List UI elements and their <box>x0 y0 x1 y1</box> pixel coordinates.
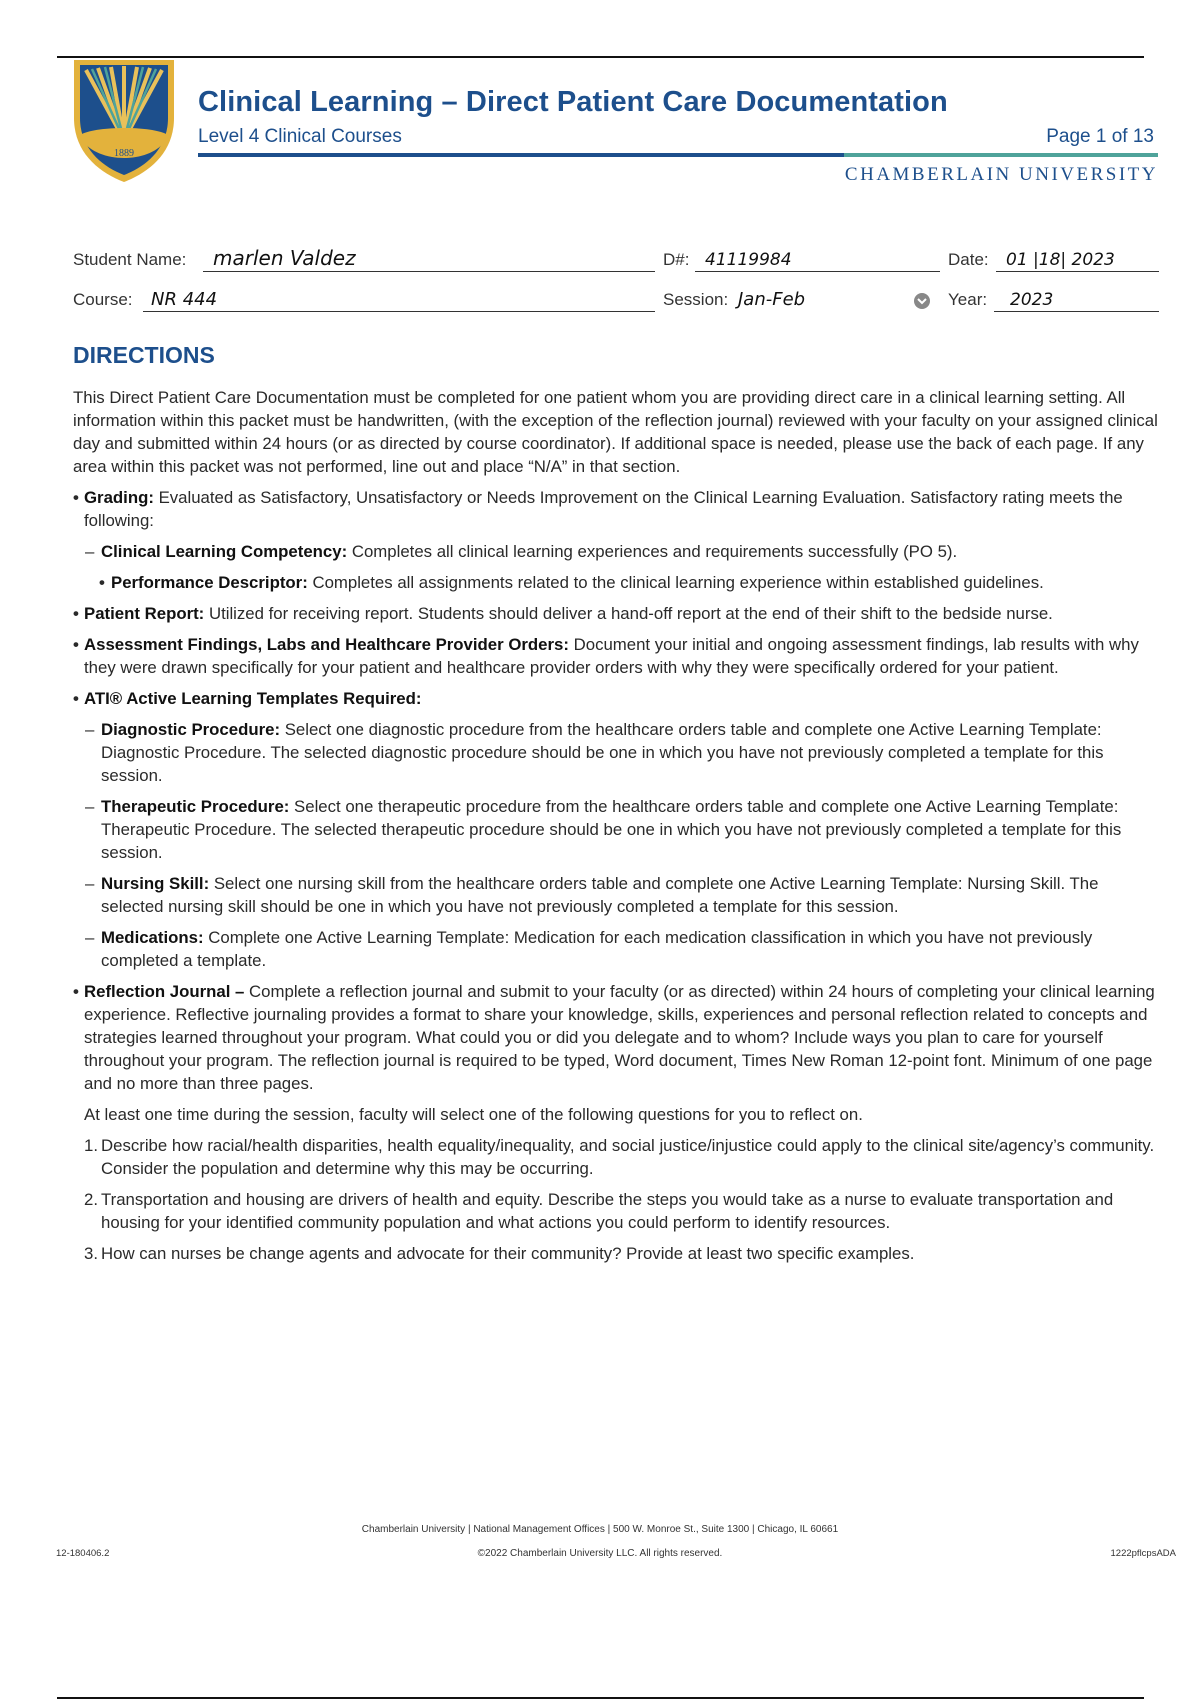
id-value: 41119984 <box>705 250 792 270</box>
ati-subitem-label: Nursing Skill: <box>101 874 210 893</box>
year-line <box>994 311 1159 312</box>
ati-subitem: – Diagnostic Procedure: Select one diagnostic procedure from the healthcare orders table and complete one Active Learning Template: Diagnostic Procedure. The selected diagnostic procedure should be one in which you have not previously completed a template for this session. <box>85 720 1104 785</box>
id-field[interactable] <box>663 248 940 272</box>
logo-year: 1889 <box>114 148 134 159</box>
ati-subitem-text: Select one therapeutic procedure from the healthcare orders table and complete one Active Learning Template: Therapeutic Procedure. The selected therapeutic procedure should be one in which you have not previously completed a template for this session. <box>101 797 1122 862</box>
ati-subitem-label: Diagnostic Procedure: <box>101 720 281 739</box>
reflection-question-text: Transportation and housing are drivers of health and equity. Describe the steps you would take as a nurse to evaluate transportation and housing for your identified community population and what actions you could perform to identify resources. <box>101 1190 1114 1232</box>
reflection-question: 2. Transportation and housing are drivers of health and equity. Describe the steps you would take as a nurse to evaluate transportation and housing for your identified community population and what actions you could perform to identify resources. <box>84 1190 1114 1232</box>
bottom-rule <box>57 1697 1144 1699</box>
chevron-down-icon[interactable] <box>914 293 930 309</box>
reflection-text: Complete a reflection journal and submit to your faculty (or as directed) within 24 hours of completing your clinical learning experience. Reflective journaling provides a format to share your knowledge, skills, experiences and personal reflection related to concepts and strategies learned throughout your program. What could you or did you delegate and to whom? Include ways you plan to care for yourself throughout your program. The reflection journal is required to be typed, Word document, Times New Roman 12-point font. Minimum of one page and no more than three pages. <box>84 982 1155 1093</box>
patient-report-item <box>73 602 1165 625</box>
grading-label: Grading: <box>84 488 154 507</box>
footer-right-code: 1222pflcpsADA <box>1110 1548 1176 1559</box>
assessment-item <box>73 633 1165 679</box>
ati-subitem-text: Select one nursing skill from the healthcare orders table and complete one Active Learning Template: Nursing Skill. The selected nursing skill should be one in which you have not previously completed a template for this session. <box>101 874 1099 916</box>
course-field[interactable] <box>73 288 655 312</box>
top-rule <box>57 56 1144 58</box>
year-field[interactable] <box>948 288 1159 312</box>
reflection-question-text: Describe how racial/health disparities, health equality/inequality, and social justice/injustice could apply to the clinical site/agency’s community. Consider the population and determine why this may be occurring. <box>101 1136 1155 1178</box>
header-rule-blue <box>198 153 844 157</box>
ati-subitem: – Medications: Complete one Active Learning Template: Medication for each medication classification in which you have not previously completed a template. <box>85 928 1093 970</box>
directions-intro: This Direct Patient Care Documentation must be completed for one patient whom you are providing direct care in a clinical learning setting. All information within this packet must be handwritten, (with the exception of the reflection journal) reviewed with your faculty on your assigned clinical day and submitted within 24 hours (or as directed by course coordinator). If additional space is needed, please use the back of each page. If any area within this packet was not performed, line out and place “N/A” in that section. <box>73 388 1158 476</box>
course-label: Course: <box>73 290 133 309</box>
student-name-line <box>203 271 655 272</box>
patient-report-label: Patient Report: <box>84 604 205 623</box>
student-name-field[interactable] <box>73 248 655 272</box>
university-name: CHAMBERLAIN UNIVERSITY <box>844 164 1158 185</box>
date-label: Date: <box>948 250 989 269</box>
session-value: Jan-Feb <box>738 289 806 310</box>
date-field[interactable] <box>948 248 1159 272</box>
year-value: 2023 <box>1010 290 1054 310</box>
page-number: Page 1 of 13 <box>1046 126 1154 147</box>
course-value: NR 444 <box>151 289 218 310</box>
reflection-label: Reflection Journal – <box>84 982 245 1001</box>
ati-subitem-label: Therapeutic Procedure: <box>101 797 290 816</box>
date-value: 01 |18| 2023 <box>1006 250 1115 270</box>
student-name-label: Student Name: <box>73 250 187 269</box>
grading-text: Evaluated as Satisfactory, Unsatisfactory or Needs Improvement on the Clinical Learning Evaluation. Satisfactory rating meets the following: <box>84 488 1123 530</box>
competency-item: – Clinical Learning Competency: Completes all clinical learning experiences and requirements successfully (PO 5). <box>85 542 958 561</box>
session-label: Session: <box>663 290 729 309</box>
footer-left-code: 12-180406.2 <box>56 1548 110 1559</box>
assessment-label: Assessment Findings, Labs and Healthcare Provider Orders: <box>84 635 569 654</box>
ati-subitem-label: Medications: <box>101 928 204 947</box>
header-rule-teal <box>844 153 1158 157</box>
course-line <box>143 311 655 312</box>
descriptor-label: Performance Descriptor: <box>111 573 308 592</box>
session-select[interactable] <box>663 288 940 312</box>
ati-subitem: – Nursing Skill: Select one nursing skill from the healthcare orders table and complete one Active Learning Template: Nursing Skill. The selected nursing skill should be one in which you have not previously completed a template for this session. <box>85 874 1099 916</box>
ati-subitem-text: Select one diagnostic procedure from the healthcare orders table and complete one Active Learning Template: Diagnostic Procedure. The selected diagnostic procedure should be one in which you have not previously completed a template for this session. <box>101 720 1104 785</box>
footer-copyright: ©2022 Chamberlain University LLC. All rights reserved. <box>477 1548 723 1559</box>
year-label: Year: <box>948 290 988 309</box>
ati-subitem-text: Complete one Active Learning Template: Medication for each medication classification in which you have not previously completed a template. <box>101 928 1093 970</box>
reflection-question-text: How can nurses be change agents and advocate for their community? Provide at least two specific examples. <box>101 1244 915 1263</box>
university-shield-logo <box>70 56 178 186</box>
reflection-question: 3. How can nurses be change agents and advocate for their community? Provide at least two specific examples. <box>84 1244 915 1263</box>
document-title: Clinical Learning – Direct Patient Care Documentation <box>198 86 948 118</box>
id-label: D#: <box>663 250 690 269</box>
ati-label: ATI® Active Learning Templates Required: <box>84 689 422 708</box>
descriptor-item: • Performance Descriptor: Completes all assignments related to the clinical learning experience within established guidelines. <box>99 573 1044 592</box>
assessment-text: Document your initial and ongoing assessment findings, lab results with why they were drawn specifically for your patient and healthcare provider orders with why they were specifically ordered for your patient. <box>84 635 1139 677</box>
student-name-value: marlen Valdez <box>213 246 356 270</box>
document-subtitle: Level 4 Clinical Courses <box>198 126 402 147</box>
competency-label: Clinical Learning Competency: <box>101 542 348 561</box>
date-line <box>996 271 1159 272</box>
patient-report-text: Utilized for receiving report. Students should deliver a hand-off report at the end of their shift to the bedside nurse. <box>204 604 1053 623</box>
footer-address: Chamberlain University | National Management Offices | 500 W. Monroe St., Suite 1300 | Chicago, IL 60661 <box>361 1524 839 1535</box>
directions-heading: DIRECTIONS <box>73 342 215 368</box>
reflection-item <box>73 980 1165 1095</box>
competency-text: Completes all clinical learning experiences and requirements successfully (PO 5). <box>347 542 958 561</box>
ati-subitem: – Therapeutic Procedure: Select one therapeutic procedure from the healthcare orders table and complete one Active Learning Template: Therapeutic Procedure. The selected therapeutic procedure should be one in which you have not previously completed a template for this session. <box>85 797 1122 862</box>
reflection-question: 1. Describe how racial/health disparities, health equality/inequality, and social justice/injustice could apply to the clinical site/agency’s community. Consider the population and determine why this may be occurring. <box>84 1136 1155 1178</box>
id-line <box>695 271 940 272</box>
directions-body <box>73 386 1165 1273</box>
grading-item <box>73 486 1165 532</box>
ati-item <box>73 687 1165 710</box>
reflection-lead: At least one time during the session, faculty will select one of the following questions for you to reflect on. <box>84 1105 863 1124</box>
descriptor-text: Completes all assignments related to the clinical learning experience within established guidelines. <box>307 573 1044 592</box>
